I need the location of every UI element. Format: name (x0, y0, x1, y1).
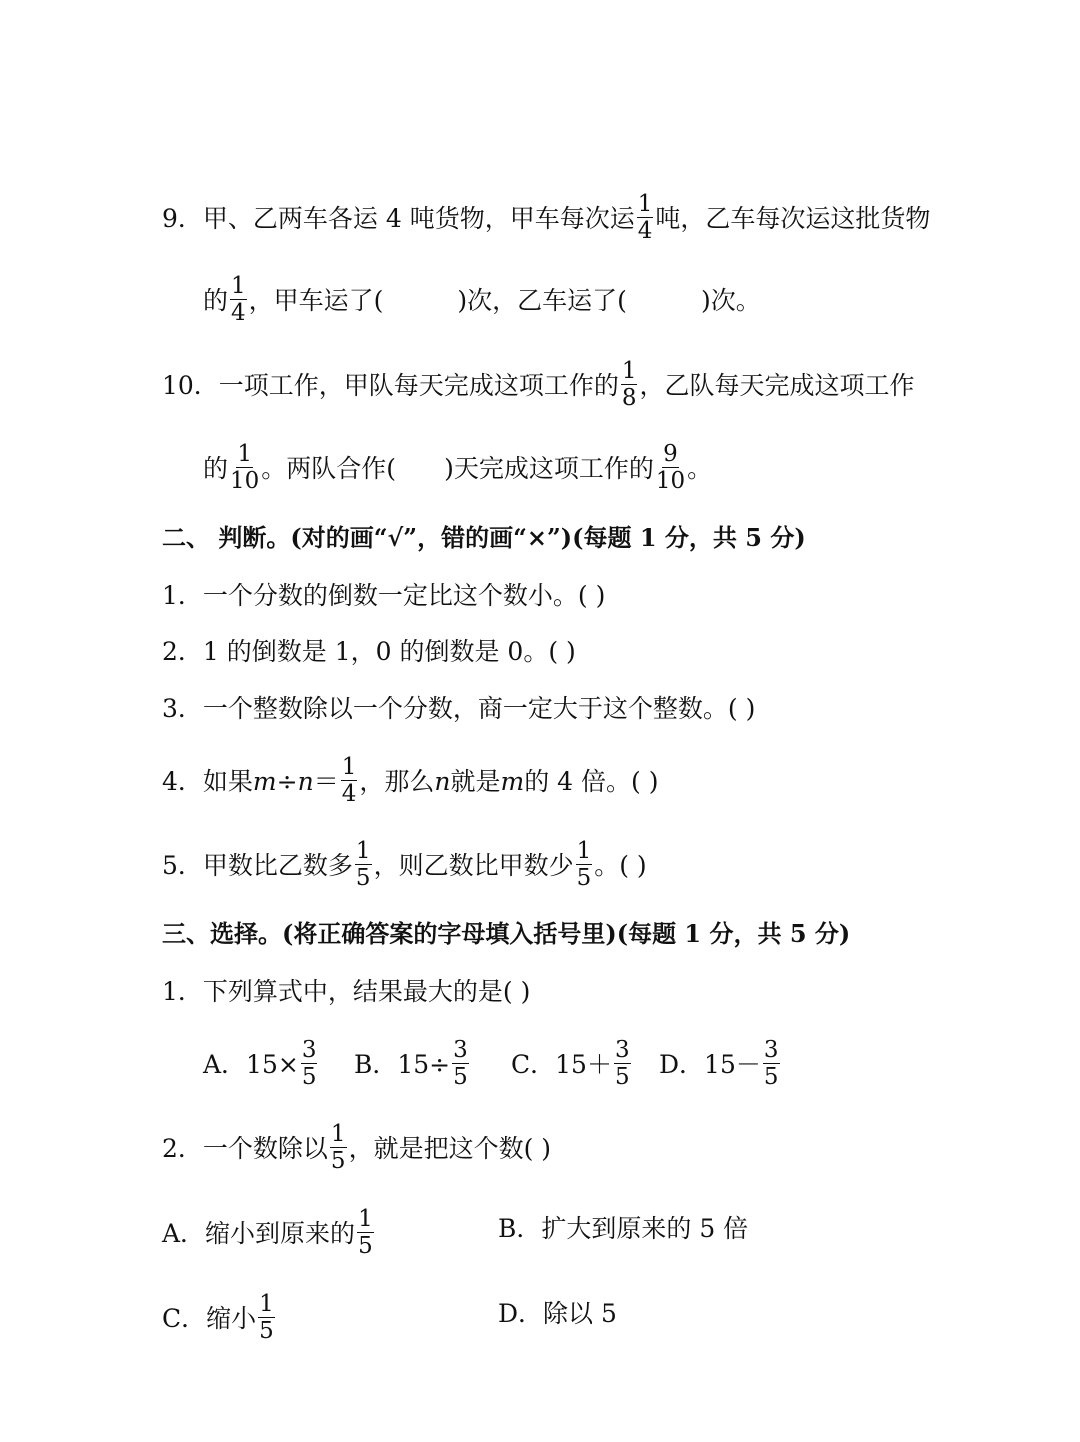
fraction: 1 5 (576, 838, 592, 891)
fraction: 1 10 (230, 441, 260, 494)
judge-item-1: 1．一个分数的倒数一定比这个数小。( ) (162, 581, 606, 610)
fraction: $\frac{3}{5}$ (301, 1037, 317, 1090)
fraction: 1 5 (259, 1291, 274, 1344)
fraction: 1 5 (330, 1121, 346, 1174)
fraction: $\frac{3}{5}$ (453, 1037, 468, 1090)
judge-item-2: 2．1 的倒数是 1，0 的倒数是 0。( ) (162, 637, 576, 666)
judge-item-5: 5．甲数比乙数多 1 5 ，则乙数比甲数少 1 5 。( ) (162, 838, 647, 891)
fraction: 1 4 (637, 191, 653, 244)
fraction: 9 10 (655, 441, 686, 494)
fraction: 3 5 (614, 1037, 630, 1090)
section3-title: 三、选择。(将正确答案的字母填入括号里)(每题 1 分，共 5 分) (162, 919, 851, 948)
q10-line1: 10．一项工作，甲队每天完成这项工作的 1 8 ，乙队每天完成这项工作 (162, 358, 915, 411)
choice-q2-option-c[interactable]: C．缩小 1 5 (162, 1291, 274, 1344)
judge-item-3: 3．一个整数除以一个分数，商一定大于这个整数。( ) (162, 694, 756, 723)
fraction: 3 5 (763, 1037, 779, 1090)
choice-q2-option-b[interactable]: B．扩大到原来的 5 倍 (498, 1214, 749, 1243)
section2-title: 二、 判断。(对的画“√”，错的画“×”)(每题 1 分，共 5 分) (162, 523, 806, 552)
choice-q1-option-a[interactable]: A．15× $\frac{3}{5}$ (203, 1037, 317, 1090)
choice-q2-option-a[interactable]: A．缩小到原来的 1 5 (162, 1206, 373, 1259)
choice-q2: 2．一个数除以 1 5 ，就是把这个数( ) (162, 1121, 552, 1174)
judge-item-4: 4．如果 m ÷ n ＝ 1 4 ，那么 n 就是 m 的 4 倍。( ) (162, 754, 659, 807)
choice-q2-option-d[interactable]: D．除以 5 (498, 1299, 617, 1328)
fraction: 1 5 (355, 838, 371, 891)
q9-line1: 9．甲、乙两车各运 4 吨货物，甲车每次运 1 4 吨，乙车每次运这批货物 (162, 191, 931, 244)
fraction: 1 8 (621, 358, 637, 411)
fraction: 1 4 (231, 273, 246, 326)
choice-q1-option-c[interactable]: C．15＋ 3 5 (511, 1037, 630, 1090)
choice-q1-option-b[interactable]: B．15÷ $\frac{3}{5}$ (354, 1037, 468, 1090)
q10-line2: 的 1 10 。两队合作( )天完成这项工作的 9 10 。 (203, 441, 713, 494)
choice-q1: 1．下列算式中，结果最大的是( ) (162, 977, 531, 1006)
fraction: 1 5 (358, 1206, 373, 1259)
fraction: 1 4 (341, 754, 357, 807)
q9-line2: 的 1 4 ，甲车运了( )次，乙车运了( )次。 (203, 273, 761, 326)
choice-q1-option-d[interactable]: D．15－ 3 5 (659, 1037, 779, 1090)
